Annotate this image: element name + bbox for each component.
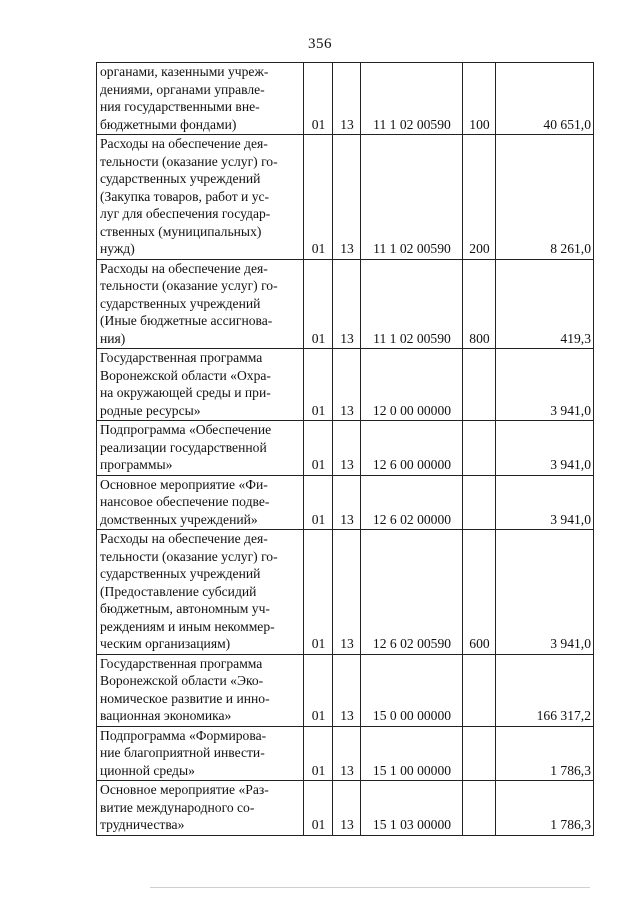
row-amount: 3 941,0 <box>496 349 594 421</box>
row-section: 01 <box>304 421 333 476</box>
row-target-article: 12 0 00 00000 <box>361 349 463 421</box>
table-row <box>97 654 594 726</box>
row-expense-type: 800 <box>463 259 496 349</box>
table-row <box>97 781 594 836</box>
row-target-article: 15 1 00 00000 <box>361 726 463 781</box>
row-name: Основное мероприятие «Раз- витие международного со- трудничества» <box>97 781 304 836</box>
row-name: Расходы на обеспечение дея- тельности (оказание услуг) го- сударственных учреждений (Предоставление субсидий бюджетным, автономным уч- реждениям и иным некоммер- ческим организациям) <box>97 530 304 655</box>
row-section: 01 <box>304 530 333 655</box>
row-amount: 166 317,2 <box>496 654 594 726</box>
row-name: Подпрограмма «Формирова- ние благоприятной инвести- ционной среды» <box>97 726 304 781</box>
table-row <box>97 726 594 781</box>
row-subsection: 13 <box>333 726 361 781</box>
row-target-article: 12 6 02 00000 <box>361 475 463 530</box>
row-section: 01 <box>304 63 333 135</box>
table-row <box>97 475 594 530</box>
row-amount: 1 786,3 <box>496 726 594 781</box>
row-subsection: 13 <box>333 259 361 349</box>
row-subsection: 13 <box>333 781 361 836</box>
row-amount: 419,3 <box>496 259 594 349</box>
row-amount: 3 941,0 <box>496 530 594 655</box>
footer-rule <box>150 887 590 888</box>
budget-table <box>96 62 594 836</box>
row-amount: 3 941,0 <box>496 475 594 530</box>
row-section: 01 <box>304 781 333 836</box>
page-number: 356 <box>308 36 332 52</box>
row-section: 01 <box>304 135 333 260</box>
row-target-article: 11 1 02 00590 <box>361 135 463 260</box>
row-expense-type: 100 <box>463 63 496 135</box>
row-name: Государственная программа Воронежской области «Охра- на окружающей среды и при- родные ресурсы» <box>97 349 304 421</box>
row-expense-type <box>463 726 496 781</box>
table-row <box>97 349 594 421</box>
row-amount: 1 786,3 <box>496 781 594 836</box>
row-section: 01 <box>304 726 333 781</box>
row-subsection: 13 <box>333 349 361 421</box>
row-section: 01 <box>304 475 333 530</box>
row-expense-type: 600 <box>463 530 496 655</box>
table-row <box>97 421 594 476</box>
row-target-article: 15 1 03 00000 <box>361 781 463 836</box>
row-name: Расходы на обеспечение дея- тельности (оказание услуг) го- сударственных учреждений (Закупка товаров, работ и ус- луг для обеспечения государ- ственных (муниципальных) нужд) <box>97 135 304 260</box>
row-subsection: 13 <box>333 63 361 135</box>
row-target-article: 11 1 02 00590 <box>361 63 463 135</box>
row-expense-type <box>463 421 496 476</box>
row-expense-type <box>463 654 496 726</box>
table-row <box>97 63 594 135</box>
row-subsection: 13 <box>333 475 361 530</box>
row-subsection: 13 <box>333 421 361 476</box>
row-name: Основное мероприятие «Фи- нансовое обеспечение подве- домственных учреждений» <box>97 475 304 530</box>
row-expense-type <box>463 475 496 530</box>
table-row <box>97 530 594 655</box>
row-section: 01 <box>304 654 333 726</box>
row-amount: 40 651,0 <box>496 63 594 135</box>
row-name: органами, казенными учреж- дениями, органами управле- ния государственными вне- бюджетными фондами) <box>97 63 304 135</box>
row-subsection: 13 <box>333 530 361 655</box>
row-expense-type <box>463 781 496 836</box>
table-row <box>97 135 594 260</box>
row-target-article: 15 0 00 00000 <box>361 654 463 726</box>
row-target-article: 11 1 02 00590 <box>361 259 463 349</box>
row-target-article: 12 6 00 00000 <box>361 421 463 476</box>
row-name: Расходы на обеспечение дея- тельности (оказание услуг) го- сударственных учреждений (Иные бюджетные ассигнова- ния) <box>97 259 304 349</box>
row-expense-type <box>463 349 496 421</box>
row-section: 01 <box>304 259 333 349</box>
row-subsection: 13 <box>333 135 361 260</box>
row-amount: 8 261,0 <box>496 135 594 260</box>
row-expense-type: 200 <box>463 135 496 260</box>
row-subsection: 13 <box>333 654 361 726</box>
row-amount: 3 941,0 <box>496 421 594 476</box>
row-target-article: 12 6 02 00590 <box>361 530 463 655</box>
table-row <box>97 259 594 349</box>
row-name: Подпрограмма «Обеспечение реализации государственной программы» <box>97 421 304 476</box>
row-section: 01 <box>304 349 333 421</box>
row-name: Государственная программа Воронежской области «Эко- номическое развитие и инно- вационная экономика» <box>97 654 304 726</box>
